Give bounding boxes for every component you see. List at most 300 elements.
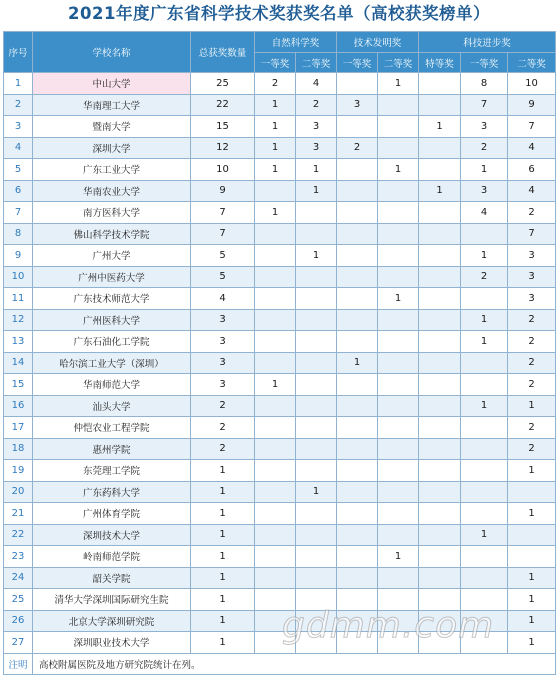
progress-special (419, 460, 461, 482)
progress-second: 4 (508, 137, 556, 159)
natural-second: 4 (296, 73, 337, 95)
invention-first (337, 481, 378, 503)
invention-first (337, 395, 378, 417)
school-name: 汕头大学 (33, 395, 191, 417)
invention-second (378, 180, 419, 202)
school-name: 佛山科学技术学院 (33, 223, 191, 245)
total-count: 9 (191, 180, 255, 202)
progress-special: 1 (419, 116, 461, 138)
total-count: 1 (191, 503, 255, 525)
row-index: 11 (4, 288, 33, 310)
invention-second (378, 331, 419, 353)
school-name: 岭南师范学院 (33, 546, 191, 568)
progress-second: 10 (508, 73, 556, 95)
school-name: 暨南大学 (33, 116, 191, 138)
row-index: 5 (4, 159, 33, 181)
total-count: 3 (191, 374, 255, 396)
invention-first (337, 417, 378, 439)
progress-special (419, 245, 461, 267)
school-name: 仲恺农业工程学院 (33, 417, 191, 439)
invention-second (378, 524, 419, 546)
row-index: 14 (4, 352, 33, 374)
school-name: 清华大学深圳国际研究生院 (33, 589, 191, 611)
progress-first: 7 (461, 94, 508, 116)
progress-first: 4 (461, 202, 508, 224)
progress-second: 2 (508, 374, 556, 396)
total-count: 1 (191, 567, 255, 589)
school-name: 东莞理工学院 (33, 460, 191, 482)
total-count: 7 (191, 223, 255, 245)
progress-second (508, 546, 556, 568)
row-index: 25 (4, 589, 33, 611)
awards-table (3, 31, 556, 675)
invention-second (378, 567, 419, 589)
progress-first (461, 460, 508, 482)
table-row (4, 309, 556, 331)
invention-first (337, 610, 378, 632)
progress-special (419, 223, 461, 245)
table-row (4, 417, 556, 439)
progress-second: 4 (508, 180, 556, 202)
progress-special (419, 438, 461, 460)
natural-second: 2 (296, 94, 337, 116)
progress-second: 1 (508, 503, 556, 525)
progress-special (419, 73, 461, 95)
total-count: 25 (191, 73, 255, 95)
row-index: 13 (4, 331, 33, 353)
header-natural-science: 自然科学奖 (255, 32, 337, 53)
invention-second (378, 417, 419, 439)
invention-second: 1 (378, 288, 419, 310)
progress-special (419, 417, 461, 439)
natural-second: 1 (296, 159, 337, 181)
progress-second (508, 524, 556, 546)
note-label: 注明 (4, 653, 33, 675)
progress-second: 1 (508, 567, 556, 589)
invention-second (378, 202, 419, 224)
table-row (4, 331, 556, 353)
progress-special (419, 94, 461, 116)
natural-second: 1 (296, 180, 337, 202)
header-progress-special: 特等奖 (419, 53, 461, 73)
natural-second: 3 (296, 116, 337, 138)
header-natural-first: 一等奖 (255, 53, 296, 73)
school-name: 广州中医药大学 (33, 266, 191, 288)
watermark-logo: gdmm.com (282, 605, 495, 646)
invention-second (378, 245, 419, 267)
row-index: 26 (4, 610, 33, 632)
invention-first (337, 524, 378, 546)
invention-second (378, 94, 419, 116)
table-row (4, 610, 556, 632)
table-row (4, 202, 556, 224)
progress-first: 1 (461, 245, 508, 267)
natural-second (296, 417, 337, 439)
progress-special (419, 567, 461, 589)
progress-first (461, 567, 508, 589)
natural-first (255, 632, 296, 654)
invention-second: 1 (378, 73, 419, 95)
progress-first: 1 (461, 395, 508, 417)
progress-first: 8 (461, 73, 508, 95)
table-row (4, 632, 556, 654)
school-name: 广东工业大学 (33, 159, 191, 181)
note-text: 高校附属医院及地方研究院统计在列。 (33, 653, 556, 675)
natural-first (255, 180, 296, 202)
total-count: 3 (191, 309, 255, 331)
natural-first: 2 (255, 73, 296, 95)
natural-first (255, 266, 296, 288)
table-row (4, 266, 556, 288)
row-index: 7 (4, 202, 33, 224)
total-count: 2 (191, 395, 255, 417)
progress-first (461, 503, 508, 525)
row-index: 10 (4, 266, 33, 288)
progress-special (419, 481, 461, 503)
progress-second: 1 (508, 460, 556, 482)
progress-special (419, 503, 461, 525)
natural-first (255, 481, 296, 503)
total-count: 1 (191, 546, 255, 568)
natural-first (255, 417, 296, 439)
invention-second (378, 374, 419, 396)
row-index: 15 (4, 374, 33, 396)
invention-first (337, 159, 378, 181)
row-index: 3 (4, 116, 33, 138)
natural-second (296, 223, 337, 245)
table-row (4, 245, 556, 267)
progress-first: 2 (461, 266, 508, 288)
progress-first (461, 589, 508, 611)
school-name: 深圳技术大学 (33, 524, 191, 546)
progress-second: 1 (508, 589, 556, 611)
progress-first (461, 374, 508, 396)
total-count: 4 (191, 288, 255, 310)
school-name: 中山大学 (33, 73, 191, 95)
table-row (4, 374, 556, 396)
header-invention-first: 一等奖 (337, 53, 378, 73)
natural-second (296, 524, 337, 546)
progress-special (419, 610, 461, 632)
row-index: 6 (4, 180, 33, 202)
progress-special (419, 309, 461, 331)
header-total: 总获奖数量 (191, 32, 255, 73)
natural-first (255, 352, 296, 374)
progress-first: 1 (461, 159, 508, 181)
total-count: 5 (191, 245, 255, 267)
natural-first: 1 (255, 202, 296, 224)
natural-second (296, 589, 337, 611)
invention-first (337, 567, 378, 589)
progress-first (461, 610, 508, 632)
progress-special (419, 374, 461, 396)
invention-first (337, 223, 378, 245)
table-row (4, 116, 556, 138)
natural-first (255, 546, 296, 568)
school-name: 广州体育学院 (33, 503, 191, 525)
total-count: 22 (191, 94, 255, 116)
row-index: 12 (4, 309, 33, 331)
header-invention: 技术发明奖 (337, 32, 419, 53)
natural-second (296, 460, 337, 482)
row-index: 23 (4, 546, 33, 568)
row-index: 24 (4, 567, 33, 589)
total-count: 15 (191, 116, 255, 138)
natural-second (296, 374, 337, 396)
natural-second: 3 (296, 137, 337, 159)
invention-first (337, 288, 378, 310)
table-row (4, 438, 556, 460)
natural-second: 1 (296, 245, 337, 267)
invention-first: 2 (337, 137, 378, 159)
total-count: 3 (191, 352, 255, 374)
school-name: 广州医科大学 (33, 309, 191, 331)
table-row (4, 567, 556, 589)
invention-first (337, 331, 378, 353)
invention-second (378, 610, 419, 632)
invention-first (337, 503, 378, 525)
header-progress: 科技进步奖 (419, 32, 556, 53)
total-count: 7 (191, 202, 255, 224)
natural-second (296, 610, 337, 632)
row-index: 27 (4, 632, 33, 654)
school-name: 韶关学院 (33, 567, 191, 589)
natural-first (255, 567, 296, 589)
invention-second (378, 438, 419, 460)
progress-second: 2 (508, 331, 556, 353)
note-row (4, 653, 556, 675)
progress-second (508, 481, 556, 503)
header-school: 学校名称 (33, 32, 191, 73)
natural-first (255, 245, 296, 267)
progress-special (419, 546, 461, 568)
school-name: 哈尔滨工业大学（深圳） (33, 352, 191, 374)
progress-special (419, 632, 461, 654)
progress-special (419, 331, 461, 353)
progress-second: 2 (508, 202, 556, 224)
natural-second (296, 567, 337, 589)
total-count: 10 (191, 159, 255, 181)
progress-second: 1 (508, 610, 556, 632)
progress-first (461, 632, 508, 654)
page-title: 2021年度广东省科学技术奖获奖名单（高校获奖榜单） (68, 4, 490, 23)
progress-special (419, 589, 461, 611)
natural-first: 1 (255, 94, 296, 116)
school-name: 广州大学 (33, 245, 191, 267)
total-count: 1 (191, 589, 255, 611)
progress-special (419, 395, 461, 417)
progress-second: 3 (508, 245, 556, 267)
table-row (4, 524, 556, 546)
natural-second (296, 288, 337, 310)
invention-second (378, 481, 419, 503)
invention-second (378, 460, 419, 482)
progress-second: 3 (508, 266, 556, 288)
progress-second: 1 (508, 395, 556, 417)
natural-first (255, 610, 296, 632)
table-row (4, 159, 556, 181)
progress-special (419, 202, 461, 224)
progress-second: 7 (508, 116, 556, 138)
row-index: 19 (4, 460, 33, 482)
invention-second (378, 352, 419, 374)
natural-first (255, 331, 296, 353)
progress-first (461, 223, 508, 245)
invention-first (337, 202, 378, 224)
invention-first (337, 374, 378, 396)
total-count: 1 (191, 610, 255, 632)
progress-first: 3 (461, 116, 508, 138)
table-row (4, 460, 556, 482)
natural-first (255, 589, 296, 611)
progress-special (419, 266, 461, 288)
table-row (4, 180, 556, 202)
school-name: 广东石油化工学院 (33, 331, 191, 353)
table-row (4, 137, 556, 159)
row-index: 20 (4, 481, 33, 503)
natural-second: 1 (296, 481, 337, 503)
invention-second (378, 116, 419, 138)
school-name: 南方医科大学 (33, 202, 191, 224)
table-body (4, 73, 556, 675)
natural-first: 1 (255, 159, 296, 181)
natural-first (255, 309, 296, 331)
invention-first (337, 546, 378, 568)
progress-second: 2 (508, 438, 556, 460)
natural-second (296, 632, 337, 654)
invention-second (378, 632, 419, 654)
table-row (4, 503, 556, 525)
total-count: 1 (191, 460, 255, 482)
table-row (4, 589, 556, 611)
progress-first (461, 417, 508, 439)
school-name: 深圳职业技术大学 (33, 632, 191, 654)
progress-second: 2 (508, 417, 556, 439)
natural-first (255, 460, 296, 482)
natural-second (296, 331, 337, 353)
progress-second: 3 (508, 288, 556, 310)
natural-second (296, 395, 337, 417)
header-progress-first: 一等奖 (461, 53, 508, 73)
invention-first: 1 (337, 352, 378, 374)
progress-second: 1 (508, 632, 556, 654)
row-index: 21 (4, 503, 33, 525)
row-index: 8 (4, 223, 33, 245)
total-count: 2 (191, 438, 255, 460)
table-row (4, 94, 556, 116)
progress-special (419, 137, 461, 159)
progress-first: 3 (461, 180, 508, 202)
table-row (4, 481, 556, 503)
natural-second (296, 546, 337, 568)
row-index: 22 (4, 524, 33, 546)
progress-second: 2 (508, 352, 556, 374)
row-index: 17 (4, 417, 33, 439)
school-name: 惠州学院 (33, 438, 191, 460)
row-index: 16 (4, 395, 33, 417)
table-row (4, 73, 556, 95)
invention-first (337, 73, 378, 95)
natural-second (296, 266, 337, 288)
invention-first (337, 460, 378, 482)
progress-special (419, 524, 461, 546)
natural-first (255, 395, 296, 417)
progress-special (419, 288, 461, 310)
invention-second: 1 (378, 546, 419, 568)
total-count: 12 (191, 137, 255, 159)
school-name: 华南农业大学 (33, 180, 191, 202)
natural-first (255, 288, 296, 310)
invention-first (337, 632, 378, 654)
natural-second (296, 352, 337, 374)
natural-first: 1 (255, 116, 296, 138)
progress-first: 1 (461, 309, 508, 331)
invention-first: 3 (337, 94, 378, 116)
row-index: 2 (4, 94, 33, 116)
row-index: 1 (4, 73, 33, 95)
total-count: 5 (191, 266, 255, 288)
header-invention-second: 二等奖 (378, 53, 419, 73)
progress-first (461, 438, 508, 460)
progress-special (419, 159, 461, 181)
header-natural-second: 二等奖 (296, 53, 337, 73)
school-name: 广东药科大学 (33, 481, 191, 503)
invention-second: 1 (378, 159, 419, 181)
progress-second: 6 (508, 159, 556, 181)
progress-first: 2 (461, 137, 508, 159)
natural-second (296, 309, 337, 331)
invention-first (337, 116, 378, 138)
invention-first (337, 438, 378, 460)
school-name: 北京大学深圳研究院 (33, 610, 191, 632)
table-row (4, 288, 556, 310)
progress-first (461, 546, 508, 568)
table-row (4, 352, 556, 374)
natural-first (255, 223, 296, 245)
invention-first (337, 180, 378, 202)
school-name: 华南师范大学 (33, 374, 191, 396)
total-count: 2 (191, 417, 255, 439)
invention-second (378, 223, 419, 245)
header-progress-second: 二等奖 (508, 53, 556, 73)
table-row (4, 223, 556, 245)
invention-second (378, 395, 419, 417)
invention-second (378, 503, 419, 525)
natural-first (255, 438, 296, 460)
progress-first (461, 481, 508, 503)
table-row (4, 546, 556, 568)
invention-second (378, 137, 419, 159)
row-index: 18 (4, 438, 33, 460)
progress-first (461, 352, 508, 374)
natural-first: 1 (255, 374, 296, 396)
progress-first: 1 (461, 331, 508, 353)
total-count: 1 (191, 632, 255, 654)
invention-first (337, 245, 378, 267)
header-seq: 序号 (4, 32, 33, 73)
row-index: 9 (4, 245, 33, 267)
natural-first (255, 503, 296, 525)
invention-second (378, 266, 419, 288)
progress-first: 1 (461, 524, 508, 546)
natural-second (296, 503, 337, 525)
progress-special (419, 352, 461, 374)
invention-first (337, 309, 378, 331)
progress-second: 9 (508, 94, 556, 116)
school-name: 华南理工大学 (33, 94, 191, 116)
total-count: 3 (191, 331, 255, 353)
total-count: 1 (191, 524, 255, 546)
